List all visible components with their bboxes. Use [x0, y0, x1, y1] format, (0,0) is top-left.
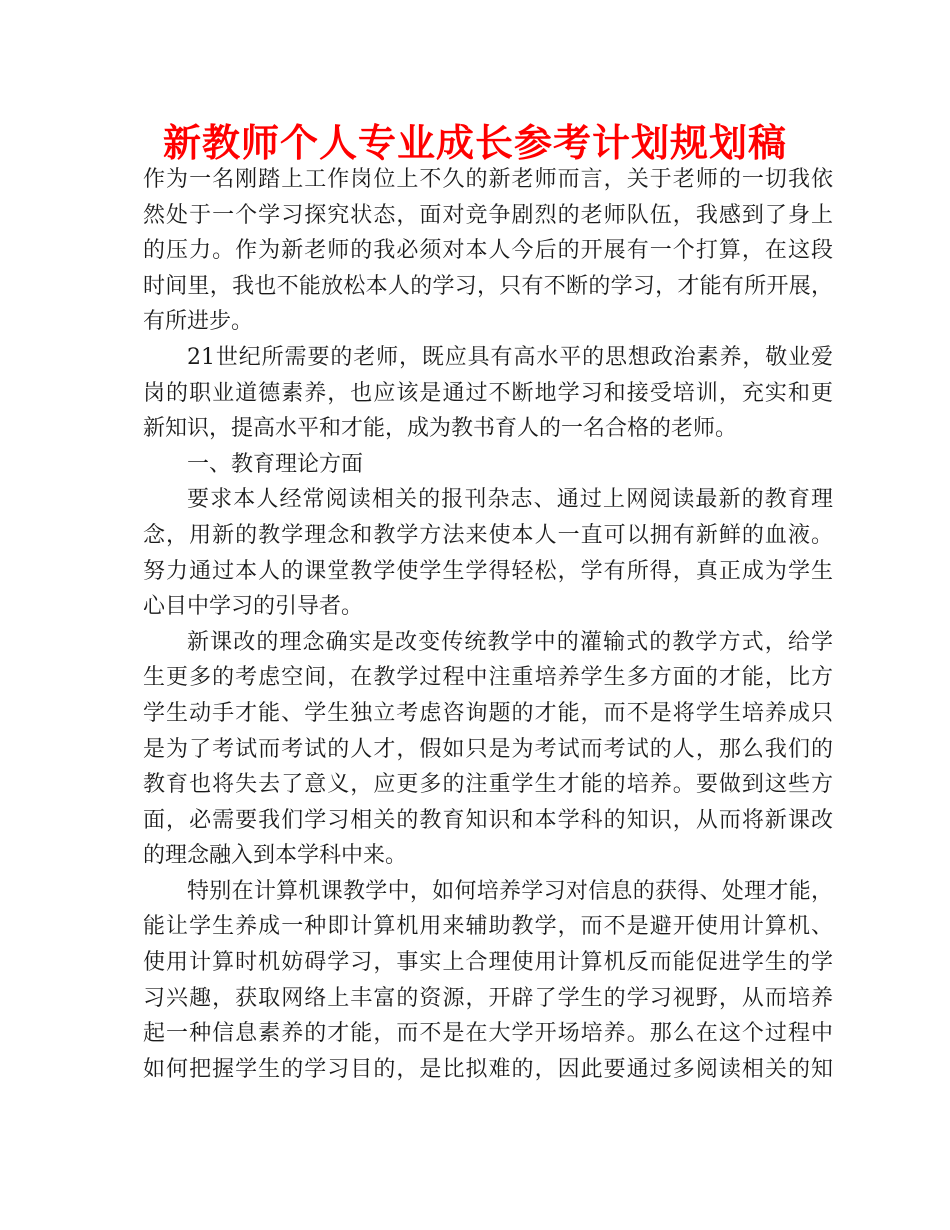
- text-line: 习兴趣，获取网络上丰富的资源，开辟了学生的学习视野，从而培养: [143, 985, 833, 1011]
- text-line: 的理念融入到本学科中来。: [143, 843, 408, 869]
- paragraph-reading: [143, 482, 833, 624]
- document-title: 新教师个人专业成长参考计划规划稿: [162, 120, 787, 165]
- text-line: 作为一名刚踏上工作岗位上不久的新老师而言，关于老师的一切我依: [143, 167, 833, 192]
- text-line: 要求本人经常阅读相关的报刊杂志、通过上网阅读最新的教育理: [187, 487, 833, 513]
- text-line: 念，用新的教学理念和教学方法来使本人一直可以拥有新鲜的血液。: [143, 522, 833, 548]
- text-line: 21世纪所需要的老师，既应具有高水平的思想政治素养，敬业爱: [187, 344, 833, 370]
- text-line: 新知识，提高水平和才能，成为教书育人的一名合格的老师。: [143, 416, 738, 442]
- document-body: [143, 162, 833, 1087]
- text-line: 有所进步。: [143, 309, 254, 335]
- text-line: 学生动手才能、学生独立考虑咨询题的才能，而不是将学生培养成只: [143, 700, 833, 726]
- text-line: 如何把握学生的学习目的，是比拟难的，因此要通过多阅读相关的知: [143, 1056, 833, 1082]
- paragraph-curriculum-reform: [143, 625, 833, 874]
- section-heading-text: 一、教育理论方面: [187, 451, 364, 477]
- text-line: 心目中学习的引导者。: [143, 594, 364, 620]
- paragraph-intro: [143, 162, 833, 340]
- text-line: 然处于一个学习探究状态，面对竞争剧烈的老师队伍，我感到了身上: [143, 202, 833, 228]
- text-line: 新课改的理念确实是改变传统教学中的灌输式的教学方式，给学: [187, 629, 833, 655]
- text-line: 的压力。作为新老师的我必须对本人今后的开展有一个打算，在这段: [143, 238, 833, 264]
- text-line: 特别在计算机课教学中，如何培养学习对信息的获得、处理才能，: [187, 878, 833, 904]
- text-line: 努力通过本人的课堂教学使学生学得轻松，学有所得，真正成为学生: [143, 558, 833, 584]
- paragraph-computer-class: [143, 874, 833, 1088]
- text-line: 面，必需要我们学习相关的教育知识和本学科的知识，从而将新课改: [143, 807, 833, 833]
- text-line: 教育也将失去了意义，应更多的注重学生才能的培养。要做到这些方: [143, 772, 833, 798]
- text-line: 时间里，我也不能放松本人的学习，只有不断的学习，才能有所开展，: [143, 273, 833, 299]
- text-line: 生更多的考虑空间，在教学过程中注重培养学生多方面的才能，比方: [143, 665, 833, 691]
- text-line: 使用计算时机妨碍学习，事实上合理使用计算机反而能促进学生的学: [143, 950, 833, 976]
- paragraph-21st-century: [143, 340, 833, 447]
- text-line: 能让学生养成一种即计算机用来辅助教学，而不是避开使用计算机、: [143, 914, 833, 940]
- section-heading: [143, 447, 833, 483]
- text-line: 是为了考试而考试的人才，假如只是为考试而考试的人，那么我们的: [143, 736, 833, 762]
- text-line: 岗的职业道德素养，也应该是通过不断地学习和接受培训，充实和更: [143, 380, 833, 406]
- text-line: 起一种信息素养的才能，而不是在大学开场培养。那么在这个过程中: [143, 1021, 833, 1047]
